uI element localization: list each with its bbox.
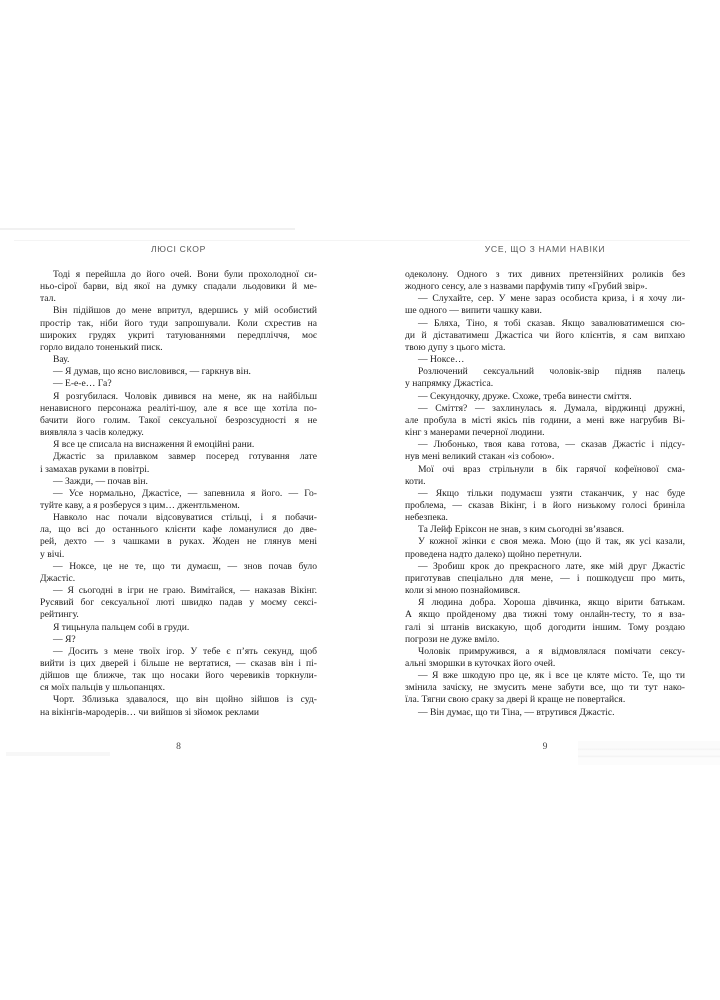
page-right <box>405 0 685 1000</box>
text-line: широких грудях укриті татуюваннями передпліччя, моє <box>40 329 317 341</box>
text-line: галі зі штанів вискакую, щоб догодити іншим. Тому роздаю <box>405 621 685 633</box>
text-line: горло видало тоненький писк. <box>40 341 163 353</box>
text-line: ся моїх пальців у шльопанцях. <box>40 682 165 694</box>
text-line: коти. <box>405 475 426 487</box>
text-line: — Досить з мене твоїх ігор. У тебе є п’ять секунд, щоб <box>53 645 317 657</box>
text-line: — Я думав, що ясно висловився, — гаркнув він. <box>53 366 251 378</box>
text-line: ньо-сірої барви, від якої на думку спадали льодовики й ме- <box>40 281 317 293</box>
text-line: жодного сенсу, але з назвами парфумів типу «Грубий звір». <box>405 281 648 293</box>
text-line: але пробула в місті якісь пів години, а мені вже нагрубив Ві- <box>405 414 685 426</box>
text-line: Я розгубилася. Чоловік дивився на мене, як на найбільш <box>53 390 317 402</box>
text-line: Я тицьнула пальцем собі в груди. <box>53 621 190 633</box>
text-line: їла. Тягни свою сраку за двері й краще не повертайся. <box>405 694 626 706</box>
text-line: ла, що всі до останнього клієнти кафе ломанулися до две- <box>40 524 317 536</box>
text-line: виявляла з часів коледжу. <box>40 427 144 439</box>
text-line: Чорт. Зблизька здавалося, що він щойно зійшов із суд- <box>53 694 317 706</box>
text-line: проведена надто далеко) щойно перетнули. <box>405 548 582 560</box>
text-line: — Ноксе, це не те, що ти думаєш, — знов почав було <box>53 560 317 572</box>
text-line: — Сміття? — захлинулась я. Думала, вірджинці дружні, <box>418 402 685 414</box>
text-line: — Я сьогодні в ігри не граю. Вимітайся, — наказав Вікінг. <box>53 585 317 597</box>
text-line: Та Лейф Еріксон не знав, з ким сьогодні зв’язався. <box>418 524 625 536</box>
text-line: — Зажди, — почав він. <box>53 475 148 487</box>
text-line: дійшов ще ближче, так що носаки його черевиків торкнули- <box>40 670 317 682</box>
text-line: простір так, ніби його туди запрошували. Коли схрестив на <box>40 317 317 329</box>
text-line: Навколо нас почали відсовуватися стільці, і я побачи- <box>53 512 317 524</box>
text-line: туйте каву, а я розберуся з цим… джентльменом. <box>40 499 240 511</box>
text-line: змінила зачіску, не змусить мене забути все, що ти тут нако- <box>405 682 685 694</box>
text-line: тал. <box>40 293 56 305</box>
text-line: — Слухайте, сер. У мене зараз особиста криза, і я хочу ли- <box>418 293 685 305</box>
running-head-author: ЛЮСІ СКОР <box>150 244 207 254</box>
text-line: — Любонько, твоя кава готова, — сказав Джастіс і підсу- <box>418 439 685 451</box>
text-line: А якщо пройденому два тижні тому онлайн-тесту, то я вза- <box>405 609 685 621</box>
text-line: твою дупу з цього міста. <box>405 341 506 353</box>
text-line: на вікінгів-мародерів… чи вийшов зі зйомок реклами <box>40 706 260 718</box>
text-line: ше одного — випити чашку кави. <box>405 305 542 317</box>
text-line: приготував спеціально для мене, — і пошкодуєш про мить, <box>405 572 685 584</box>
text-line: — Я? <box>53 633 76 645</box>
text-line: Вау. <box>53 354 70 366</box>
text-line: Джастіс за прилавком завмер посеред готування лате <box>53 451 317 463</box>
text-line: у вічі. <box>40 548 65 560</box>
text-line: Чоловік примружився, а я відмовлялася помічати сексу- <box>418 645 685 657</box>
text-line: проблема, — сказав Вікінг, і в його низькому голосі бриніла <box>405 499 685 511</box>
text-line: Він підійшов до мене впритул, вдершись у мій особистий <box>53 305 317 317</box>
page-body-text <box>405 269 685 719</box>
page-body-text <box>40 269 317 719</box>
text-line: альні зморшки в куточках його очей. <box>405 658 556 669</box>
text-line: коли зі мною познайомився. <box>405 585 521 597</box>
text-line: і замахав руками в повітрі. <box>40 463 150 475</box>
text-line: — Ноксе… <box>418 354 465 366</box>
text-line: Я все це списала на виснаження й емоційні рани. <box>53 439 255 451</box>
text-line: — Секундочку, друже. Схоже, треба винести сміття. <box>418 390 632 402</box>
text-line: — Я вже шкодую про це, як і все це кляте місто. Те, що ти <box>418 670 685 682</box>
text-line: Русявий бог сексуальної люті швидко падав у моєму сексі- <box>40 597 317 609</box>
text-line: у напрямку Джастіса. <box>405 378 494 390</box>
text-line: кінг з манерами печерної людини. <box>405 427 545 439</box>
page-number-right: 9 <box>542 741 548 752</box>
text-line: Мої очі враз стрільнули в бік гарячої кофеїнової сма- <box>418 463 685 475</box>
text-line: нув мені великий стакан «із собою». <box>405 451 555 463</box>
text-line: рей, дехто — з чашками в руках. Жоден не глянув мені <box>40 536 317 548</box>
text-line: одеколону. Одного з тих дивних претензійних роликів без <box>405 269 685 280</box>
text-line: — Усе нормально, Джастісе, — запевнила я його. — Го- <box>53 487 317 499</box>
text-line: вийти із цих дверей і більше не вертатися, — сказав він і пі- <box>40 658 317 669</box>
text-line: Розлючений сексуальний чоловік-звір підняв палець <box>418 366 685 378</box>
text-line: — Якщо тільки подумаєш узяти стаканчик, у нас буде <box>418 487 685 499</box>
text-line: — Зробиш крок до прекрасного лате, яке мій друг Джастіс <box>418 560 685 572</box>
text-line: бачити його голим. Такої сексуальної безрозсудності я не <box>40 414 317 426</box>
text-line: Тоді я перейшла до його очей. Вони були прохолодної си- <box>53 269 317 280</box>
text-line: Я людина добра. Хороша дівчинка, якщо вірити батькам. <box>418 597 685 609</box>
text-line: — Бляха, Тіно, я тобі сказав. Якщо завалюватимешся сю- <box>418 317 685 329</box>
page-left <box>40 0 317 1000</box>
text-line: У кожної жінки є своя межа. Мою (що й так, як усі казали, <box>418 536 685 548</box>
text-line: ненависного персонажа реаліті-шоу, але я все ще хотіла по- <box>40 402 317 414</box>
text-line: Джастіс. <box>40 572 76 584</box>
page-number-left: 8 <box>176 741 181 752</box>
running-head-book-title: УСЕ, ЩО З НАМИ НАВІКИ <box>484 244 606 254</box>
text-line: рейтингу. <box>40 609 79 621</box>
text-line: — Він думає, що ти Тіна, — втрутився Джастіс. <box>418 706 615 718</box>
text-line: ди й діставатимеш Джастіса чи його клієнтів, я сам випхаю <box>405 329 685 341</box>
text-line: погрози не дуже вміло. <box>405 633 500 645</box>
text-line: — Е-е-е… Га? <box>53 378 112 390</box>
text-line: небезпека. <box>405 512 448 524</box>
